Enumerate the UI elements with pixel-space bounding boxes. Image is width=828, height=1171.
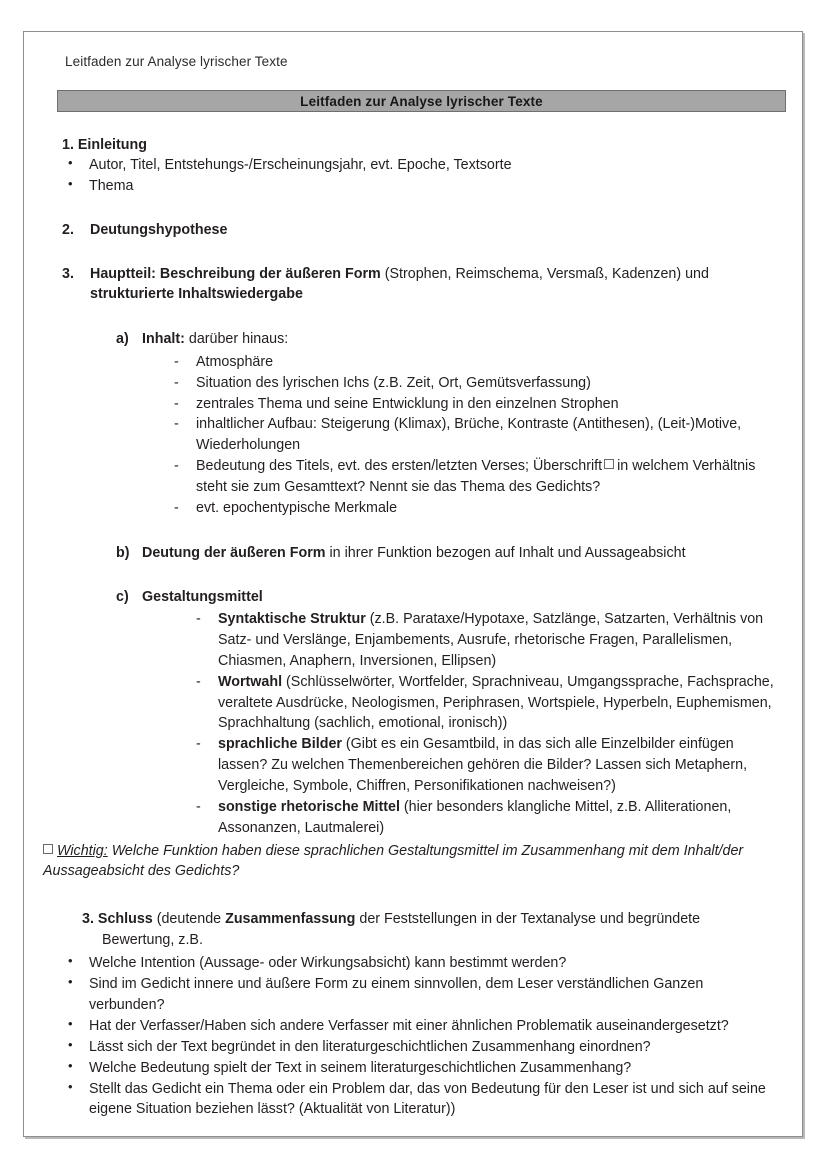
item-text-before-symbol: Bedeutung des Titels, evt. des ersten/letzten Verses; Überschrift xyxy=(196,458,603,475)
missing-glyph-box-icon xyxy=(604,459,614,469)
page-content-area xyxy=(24,32,802,1136)
list-item: - Situation des lyrischen Ichs (z.B. Zeit, Ort, Gemütsverfassung) xyxy=(166,373,774,394)
item-label-bold: sonstige rhetorische Mittel xyxy=(218,798,400,815)
einleitung-bullet-list xyxy=(62,155,774,197)
subsection-b-deutung xyxy=(116,543,774,564)
schluss-label-bold-1: Schluss xyxy=(97,910,153,927)
item-text-after-symbol: in welchem Verhältnis steht sie zum Gesamttext? Nennt sie das Thema des Gedichts? xyxy=(196,458,756,495)
subsection-a-label: Inhalt: xyxy=(142,331,185,348)
item-label-bold: Syntaktische Struktur xyxy=(218,611,366,628)
section-heading-deutungshypothese xyxy=(62,220,774,241)
item-label-bold: sprachliche Bilder xyxy=(218,736,342,753)
list-item: • Welche Bedeutung spielt der Text in seinem literaturgeschichtlichen Zusammenhang? xyxy=(62,1058,774,1079)
list-item: - Atmosphäre xyxy=(166,352,774,373)
running-head: Leitfaden zur Analyse lyrischer Texte xyxy=(65,54,288,69)
subsection-a-label-rest: darüber hinaus: xyxy=(184,331,289,348)
document-title-bar xyxy=(57,90,786,112)
subsection-marker-b: b) xyxy=(116,544,130,561)
list-item: - inhaltlicher Aufbau: Steigerung (Klimax), Brüche, Kontraste (Antithesen), (Leit-)Motive, Wiederholungen xyxy=(166,414,774,456)
list-item: - evt. epochentypische Merkmale xyxy=(166,498,774,519)
hauptteil-label-normal-1: (Strophen, Reimschema, Versmaß, Kadenzen) und xyxy=(380,265,709,282)
subsection-a-inhalt xyxy=(116,329,774,350)
section-heading-hauptteil xyxy=(62,264,774,305)
item-label-rest: (Schlüsselwörter, Wortfelder, Sprachniveau, Umgangssprache, Fachsprache, veraltete Ausdrücke, Neologismen, Periphrasen, Wortspiele, Hyperbeln, Euphemismen, Sprachhaltung (sachlich, emotional, ironisch)) xyxy=(218,673,774,732)
section-label: Deutungshypothese xyxy=(90,221,228,238)
item-label-bold: Wortwahl xyxy=(218,673,283,690)
list-item: • Lässt sich der Text begründet in den literaturgeschichtlichen Zusammenhang einordnen? xyxy=(62,1037,774,1058)
subsection-marker-a: a) xyxy=(116,331,129,348)
list-item: • Hat der Verfasser/Haben sich andere Verfasser mit einer ähnlichen Problematik auseinandergesetzt? xyxy=(62,1016,774,1037)
item-label-rest: (z.B. Parataxe/Hypotaxe, Satzlänge, Satzarten, Verhältnis von Satz- und Verslänge, Enjambements, Ausrufe, rhetorische Fragen, Parallelismen, Chiasmen, Anaphern, Inversionen, Ellipsen) xyxy=(218,611,764,669)
section-heading-schluss xyxy=(82,909,774,950)
note-label: Wichtig: xyxy=(57,842,108,859)
list-item: • Sind im Gedicht innere und äußere Form zu einem sinnvollen, dem Leser verständlichen Ganzen verbunden? xyxy=(62,974,774,1016)
subsection-marker-c: c) xyxy=(116,589,129,606)
subsection-c-gestaltungsmittel xyxy=(116,587,774,608)
item-label-rest: (Gibt es ein Gesamtbild, in das sich alle Einzelbilder einfügen lassen? Zu welchen Themenbereichen gehören die Bilder? Lassen sich Metaphern, Vergleiche, Symbole, Chiffren, Personifikationen nachweisen?) xyxy=(218,736,748,794)
section-marker: 3. xyxy=(62,265,74,282)
hauptteil-label-bold-2: strukturierte Inhaltswiedergabe xyxy=(90,286,303,303)
page-title: Leitfaden zur Analyse lyrischer Texte xyxy=(300,93,543,109)
document-page xyxy=(23,31,803,1137)
list-item: • Autor, Titel, Entstehungs-/Erscheinungsjahr, evt. Epoche, Textsorte xyxy=(62,155,774,176)
subsection-c-dash-list xyxy=(188,609,774,838)
schluss-label-normal-2: der Feststellungen in der Textanalyse und begründete Bewertung, z.B. xyxy=(102,910,701,948)
list-item: - zentrales Thema und seine Entwicklung in den einzelnen Strophen xyxy=(166,394,774,415)
list-item xyxy=(188,734,774,797)
schluss-bullet-list xyxy=(62,953,774,1120)
subsection-b-label: Deutung der äußeren Form xyxy=(142,544,326,561)
document-body xyxy=(62,136,774,838)
list-item: • Welche Intention (Aussage- oder Wirkungsabsicht) kann bestimmt werden? xyxy=(62,953,774,974)
list-item: • Stellt das Gedicht ein Thema oder ein Problem dar, das von Bedeutung für den Leser ist und sich auf seine eigene Situation beziehen lässt? (Aktualität von Literatur)) xyxy=(62,1079,774,1121)
list-item-with-symbol xyxy=(166,456,774,498)
schluss-label-normal-1: (deutende xyxy=(152,910,226,927)
important-note xyxy=(43,841,774,882)
subsection-b-label-rest: in ihrer Funktion bezogen auf Inhalt und Aussageabsicht xyxy=(325,544,686,561)
section-marker: 3. xyxy=(82,910,94,927)
schluss-label-bold-2: Zusammenfassung xyxy=(225,910,356,927)
section-marker: 2. xyxy=(62,221,74,238)
note-text: Welche Funktion haben diese sprachlichen Gestaltungsmittel im Zusammenhang mit dem Inhalt/der Aussageabsicht des Gedichts? xyxy=(43,842,744,880)
list-item xyxy=(188,609,774,672)
subsection-a-dash-list xyxy=(166,352,774,519)
item-label-rest: (hier besonders klangliche Mittel, z.B. Alliterationen, Assonanzen, Lautmalerei) xyxy=(218,798,732,836)
list-item xyxy=(188,797,774,839)
hauptteil-label-bold-1: Hauptteil: Beschreibung der äußeren Form xyxy=(90,265,381,282)
subsection-c-label: Gestaltungsmittel xyxy=(142,589,263,606)
section-schluss xyxy=(82,909,774,1120)
section-heading-einleitung: 1. Einleitung xyxy=(62,137,147,154)
list-item: • Thema xyxy=(62,176,774,197)
list-item xyxy=(188,672,774,735)
missing-glyph-box-icon xyxy=(43,844,53,854)
